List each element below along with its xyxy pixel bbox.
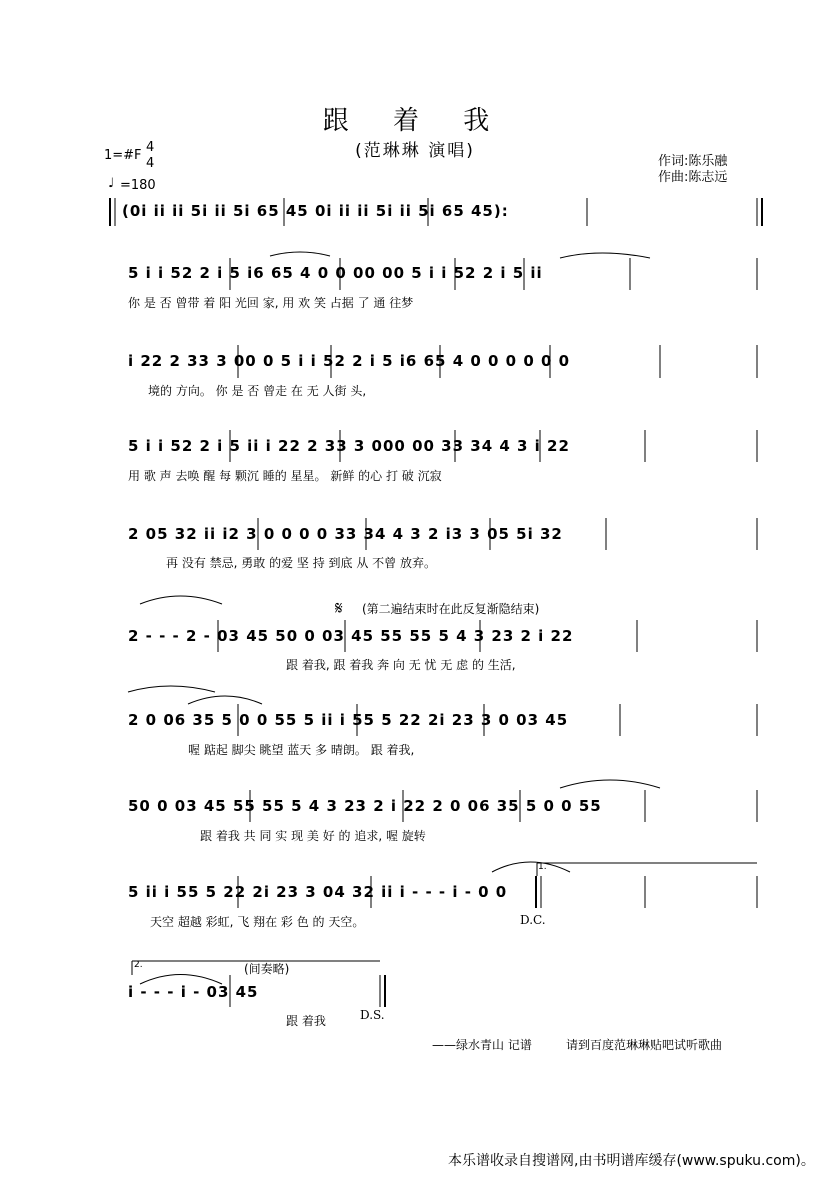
notation-row-3: i 22 2 33 3 00 0 5 i i 52 2 i 5 i6 65 4 0 0 0 0 0 0 [128,352,571,370]
ds-mark: D.S. [360,1008,385,1022]
notation-row-9: 5 ii i 55 5 22 2i 23 3 04 32 ii i - - - i - 0 0 [128,883,508,901]
performer: (范琳琳 演唱) [355,141,475,161]
key-signature: 1=#F [104,148,142,163]
tempo: =180 [120,178,156,193]
notation-row-8: 50 0 03 45 55 55 5 4 3 23 2 i 22 2 0 06 35 5 0 0 55 [128,797,602,815]
notation-row-1: (0i ii ii 5i ii 5i 65 45 0i ii ii 5i ii 5i 65 45): [122,202,509,220]
dc-mark: D.C. [520,913,546,927]
lyrics-row-6: 跟 着我, 跟 着我 奔 向 无 忧 无 虑 的 生活, [286,658,516,672]
song-title: 跟 着 我 [322,106,508,136]
transcriber: ——绿水青山 记谱 [432,1038,532,1052]
time-signature-top: 4 [146,140,155,155]
notation-row-10: i - - - i - 03 45 [128,983,259,1001]
notation-row-5: 2 05 32 ii i2 3 0 0 0 0 33 34 4 3 2 i3 3 05 5i 32 [128,525,563,543]
notation-row-6: 2 - - - 2 - 03 45 50 0 03 45 55 55 5 4 3 23 2 i 22 [128,627,574,645]
lyricist: 作词:陈乐融 [658,154,728,169]
lyrics-row-8: 跟 着我 共 同 实 现 美 好 的 追求, 喔 旋转 [200,829,426,843]
segno-note: (第二遍结束时在此反复渐隐结束) [362,602,540,616]
interlude-note: (间奏略) [244,962,290,976]
lyrics-row-10: 跟 着我 [286,1014,326,1028]
ending-2-label: 2. [134,960,143,970]
footer-source: 本乐谱收录自搜谱网,由书明谱库缓存(www.spuku.com)。 [448,1153,815,1169]
lyrics-row-7: 喔 踮起 脚尖 眺望 蓝天 多 晴朗。 跟 着我, [188,743,415,757]
notation-row-4: 5 i i 52 2 i 5 ii i 22 2 33 3 000 00 33 34 4 3 i 22 [128,437,570,455]
notation-row-7: 2 0 06 35 5 0 0 55 5 ii i 55 5 22 2i 23 3 0 03 45 [128,711,569,729]
lyrics-row-4: 用 歌 声 去唤 醒 每 颗沉 睡的 星星。 新鲜 的心 打 破 沉寂 [128,469,442,483]
lyrics-row-2: 你 是 否 曾带 着 阳 光回 家, 用 欢 笑 占据 了 通 往梦 [128,296,414,310]
notation-row-2: 5 i i 52 2 i 5 i6 65 4 0 0 00 00 5 i i 52 2 i 5 ii [128,264,543,282]
lyrics-row-9: 天空 超越 彩虹, 飞 翔在 彩 色 的 天空。 [150,915,365,929]
time-signature-bottom: 4 [146,156,155,171]
lyrics-row-3: 境的 方向。 你 是 否 曾走 在 无 人街 头, [148,384,367,398]
lyrics-row-5: 再 没有 禁忌, 勇敢 的爱 坚 持 到底 从 不曾 放弃。 [166,556,436,570]
quarter-note-icon: ♩ [108,176,115,191]
composer: 作曲:陈志远 [658,170,728,185]
segno-icon: 𝄋 [335,598,343,619]
listen-note: 请到百度范琳琳贴吧试听歌曲 [566,1038,723,1052]
ending-1-label: 1. [538,862,547,872]
